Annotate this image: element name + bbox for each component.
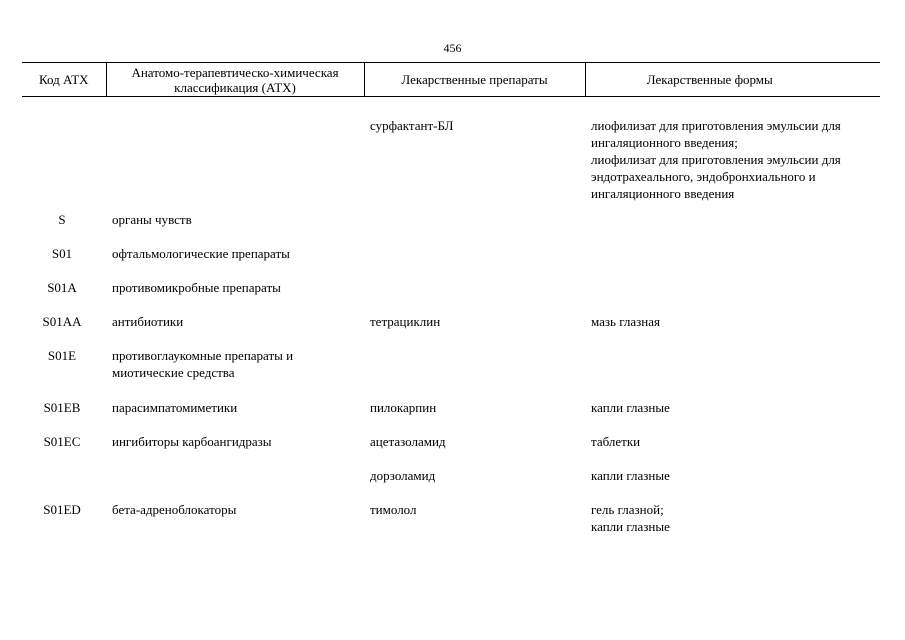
dosage-form-line: гель глазной; <box>591 502 664 517</box>
medicine-cell: сурфактант-БЛ <box>370 118 454 133</box>
medicine-cell <box>364 279 585 313</box>
medicine-cell: тимолол <box>370 502 417 517</box>
atc-code-cell: S <box>58 212 66 227</box>
table-row <box>22 245 880 279</box>
medicine-cell <box>364 347 585 399</box>
atc-code-cell: S01EB <box>43 400 81 415</box>
atc-code-cell <box>22 467 106 501</box>
atc-classification-cell: противоглаукомные препараты и миотические средства <box>112 348 294 380</box>
table-body <box>22 97 880 554</box>
table-row <box>22 467 880 501</box>
atc-drug-table <box>22 62 880 553</box>
atc-code-cell: S01E <box>47 348 77 363</box>
medicine-cell <box>364 245 585 279</box>
table-row <box>22 347 880 399</box>
page-number: 456 <box>443 41 462 55</box>
dosage-form-line: лиофилизат для приготовления эмульсии для ингаляционного введения; <box>591 118 841 150</box>
table-row <box>22 399 880 433</box>
atc-classification-cell: органы чувств <box>112 212 192 227</box>
atc-classification-cell: антибиотики <box>112 314 184 329</box>
dosage-form-cell <box>585 347 880 399</box>
atc-classification-cell: бета-адреноблокаторы <box>112 502 237 517</box>
dosage-form-cell: мазь глазная <box>591 314 660 329</box>
dosage-form-cell <box>585 97 880 212</box>
atc-code-cell: S01EC <box>43 434 81 449</box>
table-row <box>22 313 880 347</box>
atc-classification-cell: противомикробные препараты <box>112 280 281 295</box>
table-row <box>22 501 880 553</box>
medicine-cell <box>364 211 585 245</box>
atc-code-cell <box>22 97 106 212</box>
dosage-form-cell: таблетки <box>591 434 641 449</box>
atc-classification-cell: ингибиторы карбоангидразы <box>112 434 272 449</box>
header-dosage-forms: Лекарственные формы <box>585 63 880 97</box>
atc-code-cell: S01A <box>47 280 77 295</box>
dosage-form-cell <box>585 245 880 279</box>
header-medicines: Лекарственные препараты <box>364 63 585 97</box>
atc-code-cell: S01 <box>51 246 73 261</box>
medicine-cell: дорзоламид <box>370 468 436 483</box>
atc-classification-cell: офтальмологические препараты <box>112 246 290 261</box>
header-atc-code: Код АТХ <box>22 63 106 97</box>
table-row <box>22 433 880 467</box>
table-row <box>22 211 880 245</box>
dosage-form-cell: капли глазные <box>591 468 670 483</box>
atc-code-cell: S01AA <box>42 314 82 329</box>
dosage-form-cell <box>585 211 880 245</box>
dosage-form-cell <box>585 501 880 553</box>
dosage-form-line: лиофилизат для приготовления эмульсии для эндотрахеального, эндобронхиального и ингаляционного введения <box>591 152 841 201</box>
atc-classification-cell: парасимпатомиметики <box>112 400 238 415</box>
dosage-form-cell: капли глазные <box>591 400 670 415</box>
medicine-cell: тетрациклин <box>370 314 441 329</box>
header-row <box>22 63 880 97</box>
table-row <box>22 97 880 212</box>
medicine-cell: пилокарпин <box>370 400 437 415</box>
dosage-form-line: капли глазные <box>591 519 670 534</box>
atc-classification-cell <box>106 467 364 501</box>
header-atc-classification: Анатомо-терапевтическо-химическая классификация (АТХ) <box>106 63 364 97</box>
atc-code-cell: S01ED <box>43 502 81 517</box>
table-header <box>22 63 880 97</box>
dosage-form-cell <box>585 279 880 313</box>
table-row <box>22 279 880 313</box>
atc-classification-cell <box>106 97 364 212</box>
medicine-cell: ацетазоламид <box>370 434 446 449</box>
